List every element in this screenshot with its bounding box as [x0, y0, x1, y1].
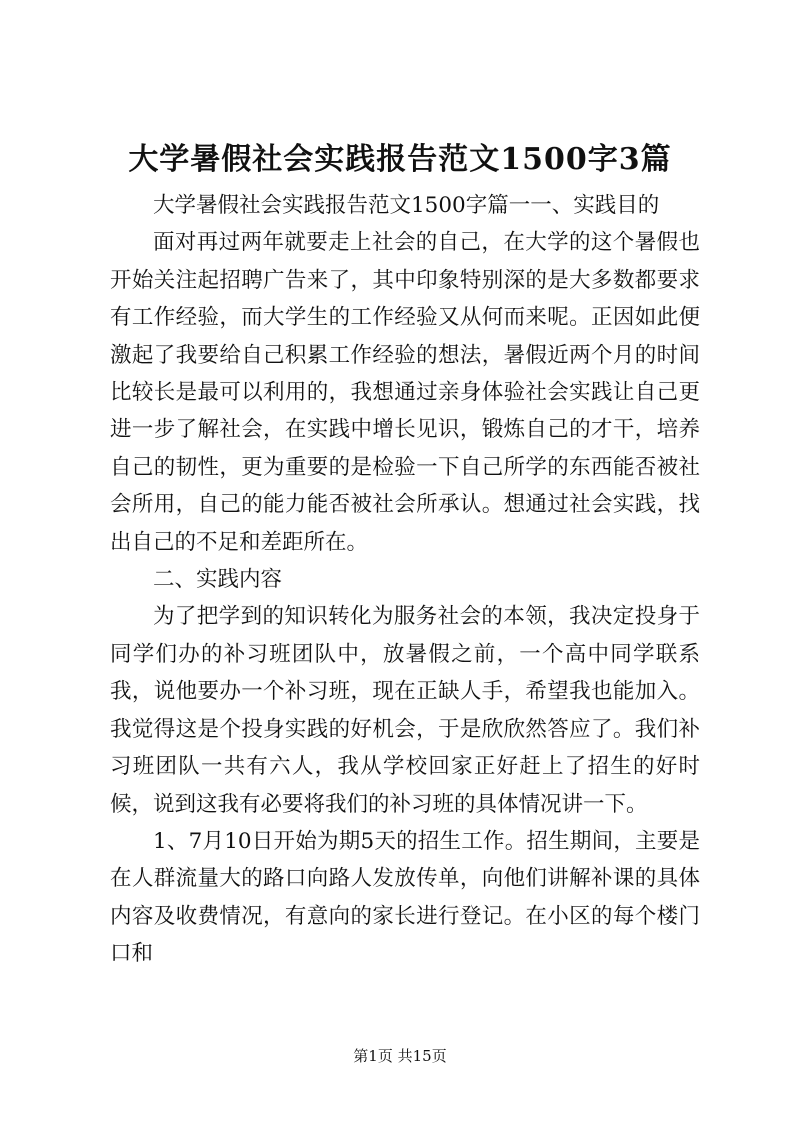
paragraph-subtitle: 大学暑假社会实践报告范文1500字篇一一、实践目的 — [153, 193, 660, 218]
paragraph-practice-content: 为了把学到的知识转化为服务社会的本领，我决定投身于同学们办的补习班团队中，放暑假之前，一个高中同学联系我，说他要办一个补习班，现在正缺人手，希望我也能加入。我觉得这是个投身实践的好机会，于是欣欣然答应了。我们补习班团队一共有六人，我从学校回家正好赶上了招生的好时候，说到这我有必要将我们的补习班的具体情况讲一下。 — [110, 604, 700, 817]
document-title: 大学暑假社会实践报告范文1500字3篇 — [128, 142, 672, 177]
paragraph-section-heading: 二、实践内容 — [153, 567, 283, 593]
paragraph-practice-purpose: 面对再过两年就要走上社会的自己，在大学的这个暑假也开始关注起招聘广告来了，其中印象特别深的是大多数都要求有工作经验，而大学生的工作经验又从何而来呢。正因如此便激起了我要给自己积累工作经验的想法，暑假近两个月的时间比较长是最可以利用的，我想通过亲身体验社会实践让自己更进一步了解社会，在实践中增长见识，锻炼自己的才干，培养自己的韧性，更为重要的是检验一下自己所学的东西能否被社会所用，自己的能力能否被社会所承认。想通过社会实践，找出自己的不足和差距所在。 — [110, 230, 700, 555]
page-footer: 第1页 共15页 — [353, 1047, 447, 1065]
paragraph-enrollment: 1、7月10日开始为期5天的招生工作。招生期间，主要是在人群流量大的路口向路人发放传单，向他们讲解补课的具体内容及收费情况，有意向的家长进行登记。在小区的每个楼门口和 — [110, 828, 700, 967]
document-body — [110, 187, 700, 973]
